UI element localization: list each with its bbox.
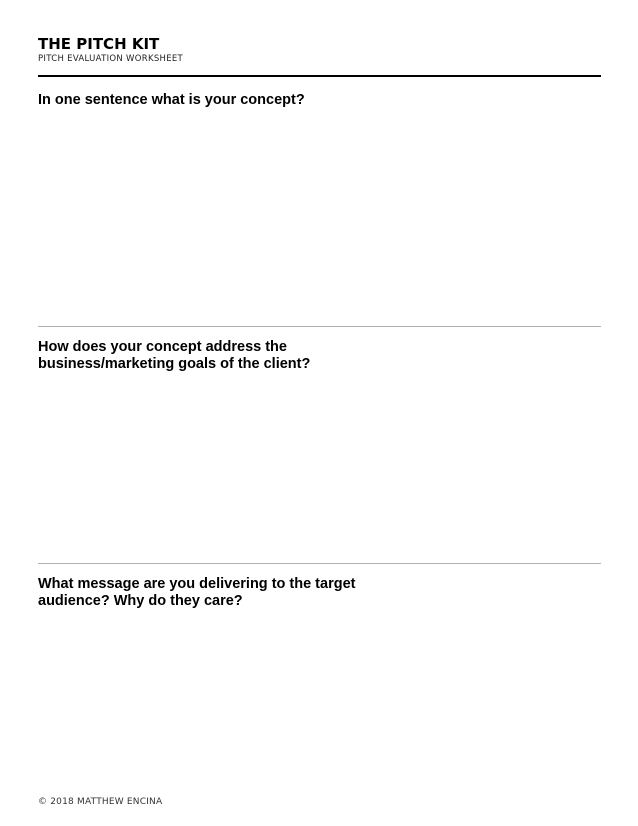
header-divider [38, 75, 601, 77]
answer-area-target-message[interactable] [38, 615, 601, 785]
question-target-message: What message are you delivering to the target audience? Why do they care? [38, 576, 356, 609]
document-subtitle: PITCH EVALUATION WORKSHEET [38, 54, 184, 64]
question-concept: In one sentence what is your concept? [38, 92, 305, 108]
section-divider-1 [38, 326, 601, 327]
answer-area-business-goals[interactable] [38, 378, 601, 558]
answer-area-concept[interactable] [38, 115, 601, 320]
copyright-footer: © 2018 MATTHEW ENCINA [38, 797, 163, 807]
question-business-goals: How does your concept address the business/marketing goals of the client? [38, 339, 311, 372]
document-title: THE PITCH KIT [38, 35, 160, 53]
worksheet-header [38, 36, 183, 64]
section-divider-2 [38, 563, 601, 564]
